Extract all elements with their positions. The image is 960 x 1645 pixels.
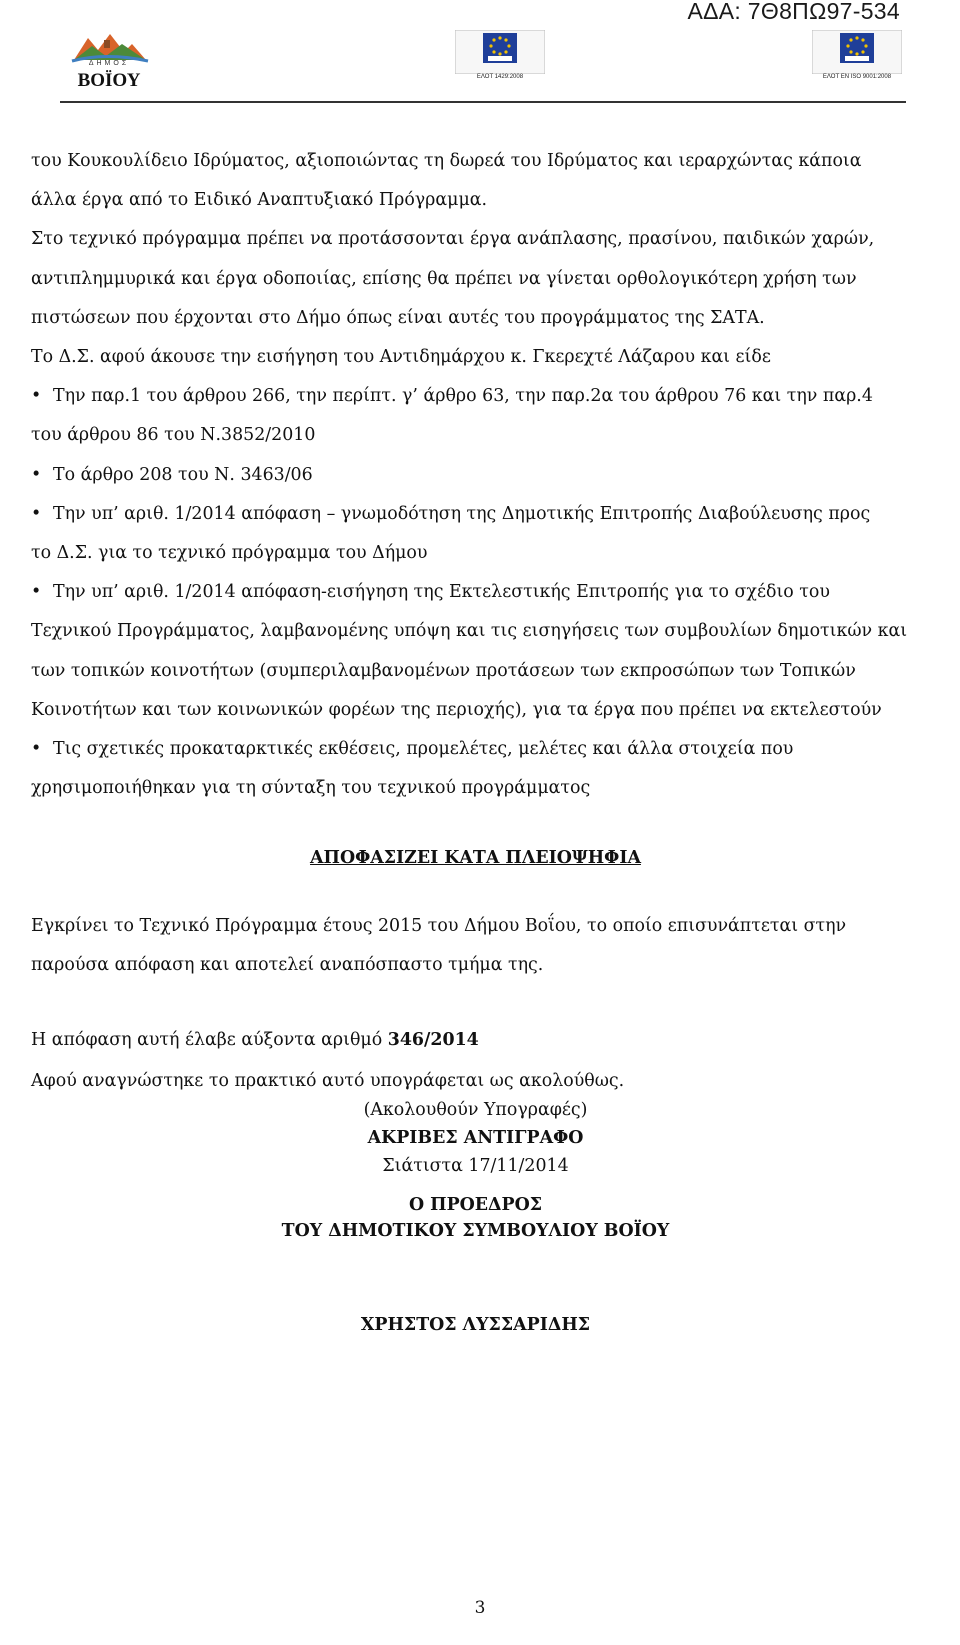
spacer [31, 985, 920, 1021]
decision-line: Εγκρίνει το Τεχνικό Πρόγραμμα έτους 2015 του Δήμου Βοΐου, το οποίο επισυνάπτεται στην [31, 915, 847, 936]
paragraph-line: αντιπλημμυρικά και έργα οδοποιίας, επίσης θα πρέπει να γίνεται ορθολογικότερη χρήση των [31, 268, 857, 289]
paragraph-line: Το Δ.Σ. αφού άκουσε την εισήγηση του Αντιδημάρχου κ. Γκερεχτέ Λάζαρου και είδε [31, 347, 771, 368]
ada-code: ΑΔΑ: 7Θ8ΠΩ97-534 [687, 0, 900, 24]
bullet-item [31, 730, 920, 769]
signatures-follow: (Ακολουθούν Υπογραφές) [363, 1100, 588, 1121]
paragraph-line: το Δ.Σ. για το τεχνικό πρόγραμμα του Δήμου [31, 543, 428, 564]
document-body [31, 142, 920, 1338]
page-number: 3 [474, 1598, 486, 1618]
paragraph-line: χρησιμοποιήθηκαν για τη σύνταξη του τεχνικού προγράμματος [31, 778, 591, 799]
logo-line2: ΒΟΪΟΥ [77, 70, 141, 91]
paragraph-line: Στο τεχνικό πρόγραμμα πρέπει να προτάσσονται έργα ανάπλασης, πρασίνου, παιδικών χαρών, [31, 229, 875, 250]
spacer [31, 808, 920, 839]
cert2-caption: ΕΛΟΤ ΕΝ ISO 9001:2008 [822, 74, 892, 80]
cert1-caption: ΕΛΟΤ 1429:2008 [476, 74, 524, 80]
exact-copy: ΑΚΡΙΒΕΣ ΑΝΤΙΓΡΑΦΟ [367, 1128, 584, 1149]
eu-flag-icon [455, 30, 545, 74]
bullet-text: Τις σχετικές προκαταρκτικές εκθέσεις, προμελέτες, μελέτες και άλλα στοιχεία που [53, 739, 794, 760]
bullet-item [31, 495, 920, 534]
mountain-logo-icon [66, 30, 152, 64]
bullet-icon: • [31, 464, 42, 485]
president-title: Ο ΠΡΟΕΔΡΟΣ [408, 1195, 543, 1216]
paragraph-line: του Κουκουλίδειο Ιδρύματος, αξιοποιώντας τη δωρεά του Ιδρύματος και ιεραρχώντας κάποια [31, 151, 862, 171]
letterhead [60, 28, 906, 100]
spacer [31, 1244, 920, 1312]
decision-heading: ΑΠΟΦΑΣΙΖΕΙ ΚΑΤΑ ΠΛΕΙΟΨΗΦΙΑ [310, 848, 641, 869]
bullet-text: Την υπ’ αριθ. 1/2014 απόφαση-εισήγηση της Εκτελεστικής Επιτροπής για το σχέδιο του [53, 582, 830, 603]
bullet-text: Την παρ.1 του άρθρου 266, την περίπτ. γ’ άρθρο 63, την παρ.2α του άρθρου 76 και την παρ.4 [53, 386, 873, 407]
municipality-logo [66, 30, 152, 96]
council-name: ΤΟΥ ΔΗΜΟΤΙΚΟΥ ΣΥΜΒΟΥΛΙΟΥ ΒΟΪΟΥ [281, 1221, 670, 1242]
paragraph-line: Τεχνικού Προγράμματος, λαμβανομένης υπόψη και τις εισηγήσεις των συμβουλίων δημοτικών και [31, 621, 908, 642]
bullet-item [31, 456, 920, 495]
eu-flag-icon [812, 30, 902, 74]
read-statement: Αφού αναγνώστηκε το πρακτικό αυτό υπογράφεται ως ακολούθως. [31, 1071, 625, 1092]
bullet-item [31, 573, 920, 612]
decision-number-value: 346/2014 [387, 1030, 479, 1051]
paragraph-line: των τοπικών κοινοτήτων (συμπεριλαμβανομένων προτάσεων των εκπροσώπων των Τοπικών [31, 660, 856, 681]
decision-number-label: Η απόφαση αυτή έλαβε αύξοντα αριθμό [31, 1030, 388, 1051]
paragraph-line: του άρθρου 86 του Ν.3852/2010 [31, 425, 316, 446]
header-divider [60, 101, 906, 103]
bullet-icon: • [31, 739, 42, 760]
decision-line: παρούσα απόφαση και αποτελεί αναπόσπαστο τμήμα της. [31, 954, 544, 975]
bullet-icon: • [31, 503, 42, 524]
bullet-item [31, 377, 920, 416]
bullet-text: Το άρθρο 208 του Ν. 3463/06 [53, 464, 313, 485]
place-date: Σιάτιστα 17/11/2014 [382, 1156, 569, 1177]
spacer [31, 879, 920, 907]
paragraph-line: Κοινοτήτων και των κοινωνικών φορέων της περιοχής), για τα έργα που πρέπει να εκτελεστούν [31, 699, 882, 720]
paragraph-line: πιστώσεων που έρχονται στο Δήμο όπως είναι αυτές του προγράμματος της ΣΑΤΑ. [31, 307, 765, 328]
president-name: ΧΡΗΣΤΟΣ ΛΥΣΣΑΡΙΔΗΣ [360, 1315, 591, 1336]
decision-number-line [31, 1021, 920, 1060]
paragraph-line: άλλα έργα από το Ειδικό Αναπτυξιακό Πρόγραμμα. [31, 190, 488, 211]
logo-line1: ΔΗΜΟΣ [88, 60, 130, 67]
certification-badge-elot1429 [455, 30, 545, 96]
certification-badge-iso9001 [812, 30, 902, 96]
bullet-text: Την υπ’ αριθ. 1/2014 απόφαση – γνωμοδότηση της Δημοτικής Επιτροπής Διαβούλευσης προς [53, 503, 871, 524]
spacer [31, 1180, 920, 1192]
bullet-icon: • [31, 582, 42, 603]
bullet-icon: • [31, 386, 42, 407]
